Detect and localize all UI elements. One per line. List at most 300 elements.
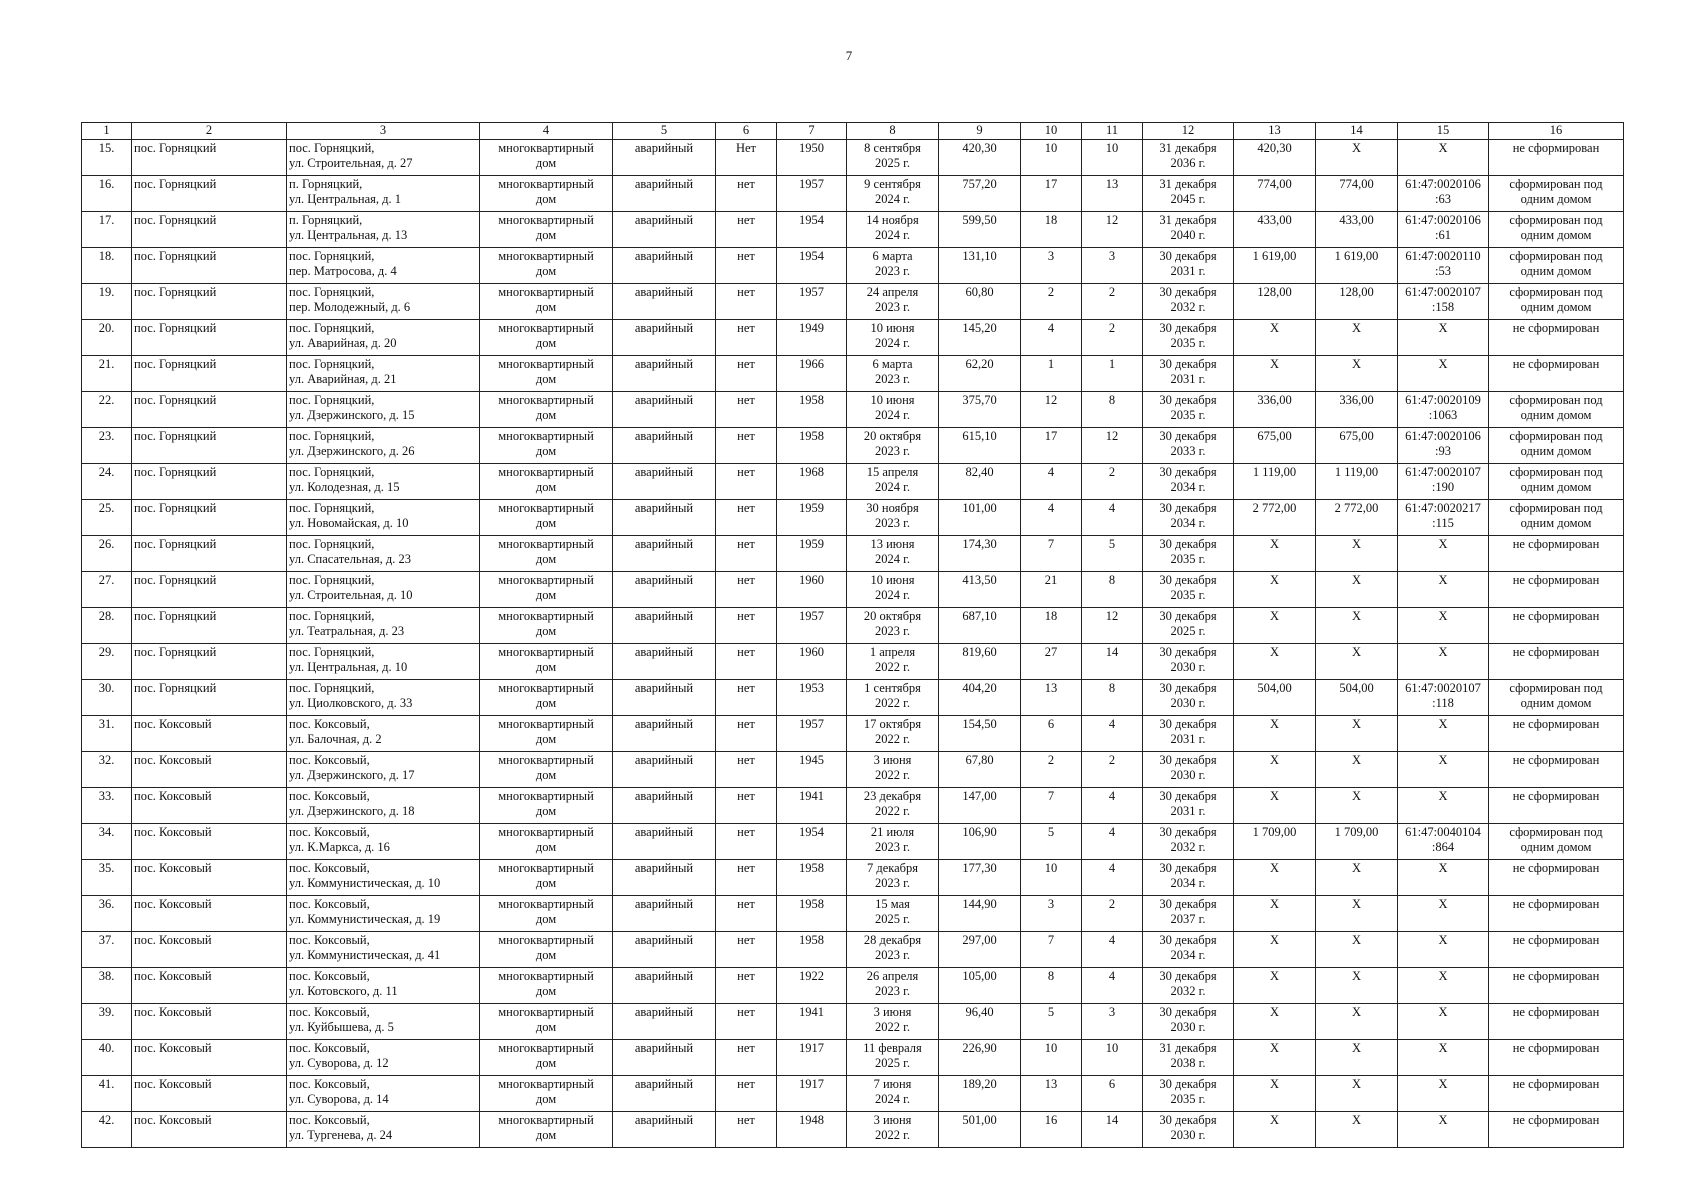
cadastral-cell <box>1398 1040 1489 1076</box>
table-row <box>82 680 1624 716</box>
land-status-cell <box>1489 1040 1624 1076</box>
address-cell-text: пос. Горняцкий, <box>289 609 375 623</box>
condition-cell-text: аварийный <box>634 285 694 299</box>
col13-cell <box>1234 1112 1316 1148</box>
col11-cell-text: 4 <box>1108 969 1116 983</box>
flag-cell-text: нет <box>737 1113 755 1127</box>
col10-cell <box>1021 248 1082 284</box>
row-number-text: 41. <box>98 1077 115 1091</box>
cadastral-cell-text: X <box>1438 717 1448 731</box>
building-type-cell-text: дом <box>535 1020 557 1034</box>
col10-cell <box>1021 176 1082 212</box>
year-cell-text: 1941 <box>799 789 824 803</box>
condition-cell <box>613 1112 716 1148</box>
address-cell-text: ул. Дзержинского, д. 15 <box>289 408 415 422</box>
year-cell <box>777 464 847 500</box>
row-number-text: 27. <box>98 573 115 587</box>
col10-cell <box>1021 932 1082 968</box>
cadastral-cell-text: 61:47:0020107 <box>1405 681 1481 695</box>
flag-cell <box>716 1112 777 1148</box>
recognition-date-cell-text: 24 апреля <box>866 285 919 299</box>
planned-date-cell-text: 2034 г. <box>1170 516 1206 530</box>
planned-date-cell-text: 30 декабря <box>1159 717 1217 731</box>
address-cell-text: ул. Центральная, д. 10 <box>289 660 408 674</box>
area-cell <box>939 752 1021 788</box>
year-cell-text: 1941 <box>799 1005 824 1019</box>
land-status-cell-text: одним домом <box>1520 300 1592 314</box>
col14-cell-text: X <box>1351 933 1362 947</box>
year-cell-text: 1954 <box>799 825 824 839</box>
address-cell <box>287 500 480 536</box>
settlement-cell-text: пос. Горняцкий <box>134 465 217 479</box>
planned-date-cell <box>1143 716 1234 752</box>
planned-date-cell-text: 30 декабря <box>1159 429 1217 443</box>
table-row <box>82 284 1624 320</box>
area-cell <box>939 824 1021 860</box>
settlement-cell <box>132 680 287 716</box>
address-cell <box>287 968 480 1004</box>
area-cell-text: 62,20 <box>965 357 994 371</box>
building-type-cell-text: дом <box>535 480 557 494</box>
cadastral-cell-text: X <box>1438 969 1448 983</box>
settlement-cell <box>132 464 287 500</box>
building-type-cell <box>480 608 613 644</box>
planned-date-cell-text: 2030 г. <box>1170 660 1206 674</box>
recognition-date-cell-text: 2024 г. <box>875 1092 910 1106</box>
row-number <box>82 428 132 464</box>
planned-date-cell <box>1143 896 1234 932</box>
recognition-date-cell <box>847 392 939 428</box>
address-cell-text: пос. Коксовый, <box>289 969 370 983</box>
address-cell-text: ул. Куйбышева, д. 5 <box>289 1020 394 1034</box>
col11-cell <box>1082 500 1143 536</box>
col14-cell-text: 336,00 <box>1339 393 1374 407</box>
year-cell <box>777 824 847 860</box>
building-type-cell <box>480 176 613 212</box>
building-type-cell <box>480 356 613 392</box>
area-cell <box>939 500 1021 536</box>
address-cell-text: ул. К.Маркса, д. 16 <box>289 840 390 854</box>
settlement-cell <box>132 284 287 320</box>
land-status-cell-text: не сформирован <box>1512 321 1600 335</box>
area-cell-text: 144,90 <box>962 897 997 911</box>
land-status-cell-text: не сформирован <box>1512 753 1600 767</box>
flag-cell <box>716 608 777 644</box>
area-cell <box>939 428 1021 464</box>
col10-cell-text: 4 <box>1047 465 1055 479</box>
year-cell-text: 1960 <box>799 645 824 659</box>
col11-cell <box>1082 356 1143 392</box>
cadastral-cell-text: X <box>1438 1005 1448 1019</box>
planned-date-cell <box>1143 1004 1234 1040</box>
address-cell <box>287 572 480 608</box>
table-row <box>82 1112 1624 1148</box>
recognition-date-cell <box>847 968 939 1004</box>
col14-cell-text: X <box>1351 537 1362 551</box>
row-number <box>82 140 132 176</box>
land-status-cell-text: не сформирован <box>1512 573 1600 587</box>
cadastral-cell-text: X <box>1438 357 1448 371</box>
row-number <box>82 500 132 536</box>
planned-date-cell-text: 30 декабря <box>1159 537 1217 551</box>
table-row <box>82 1076 1624 1112</box>
col14-cell-text: X <box>1351 717 1362 731</box>
col11-cell-text: 10 <box>1105 1041 1119 1055</box>
area-cell-text: 599,50 <box>962 213 997 227</box>
condition-cell <box>613 428 716 464</box>
settlement-cell <box>132 428 287 464</box>
year-cell <box>777 284 847 320</box>
condition-cell <box>613 572 716 608</box>
address-cell-text: пос. Горняцкий, <box>289 537 375 551</box>
condition-cell-text: аварийный <box>634 537 694 551</box>
col10-cell-text: 7 <box>1047 537 1055 551</box>
col11-cell <box>1082 788 1143 824</box>
col13-cell-text: X <box>1269 321 1280 335</box>
col10-cell <box>1021 572 1082 608</box>
flag-cell <box>716 788 777 824</box>
row-number-text: 32. <box>98 753 115 767</box>
settlement-cell-text: пос. Коксовый <box>134 1113 212 1127</box>
col13-cell-text: 433,00 <box>1257 213 1292 227</box>
planned-date-cell <box>1143 1112 1234 1148</box>
col11-cell-text: 10 <box>1105 141 1119 155</box>
flag-cell <box>716 212 777 248</box>
address-cell-text: пос. Коксовый, <box>289 1077 370 1091</box>
col11-cell-text: 8 <box>1108 393 1116 407</box>
recognition-date-cell-text: 2022 г. <box>875 660 910 674</box>
cadastral-cell <box>1398 752 1489 788</box>
building-type-cell <box>480 320 613 356</box>
building-type-cell-text: многоквартирный <box>498 501 594 515</box>
col14-cell-text: X <box>1351 969 1362 983</box>
recognition-date-cell-text: 2024 г. <box>875 480 910 494</box>
col13-cell <box>1234 536 1316 572</box>
area-cell <box>939 608 1021 644</box>
cadastral-cell-text: X <box>1438 537 1448 551</box>
settlement-cell-text: пос. Коксовый <box>134 861 212 875</box>
cadastral-cell-text: X <box>1438 645 1448 659</box>
area-cell <box>939 932 1021 968</box>
row-number <box>82 1112 132 1148</box>
col13-cell-text: 2 772,00 <box>1252 501 1297 515</box>
col13-cell <box>1234 572 1316 608</box>
recognition-date-cell <box>847 536 939 572</box>
col10-cell-text: 17 <box>1044 177 1058 191</box>
area-cell <box>939 716 1021 752</box>
land-status-cell <box>1489 572 1624 608</box>
row-number-text: 21. <box>98 357 115 371</box>
col13-cell-text: X <box>1269 537 1280 551</box>
condition-cell <box>613 176 716 212</box>
condition-cell-text: аварийный <box>634 861 694 875</box>
row-number-text: 20. <box>98 321 115 335</box>
column-header: 1 <box>82 123 132 140</box>
planned-date-cell <box>1143 932 1234 968</box>
building-type-cell-text: дом <box>535 984 557 998</box>
area-cell-text: 105,00 <box>962 969 997 983</box>
recognition-date-cell-text: 28 декабря <box>863 933 922 947</box>
area-cell <box>939 644 1021 680</box>
cadastral-cell-text: X <box>1438 1041 1448 1055</box>
col13-cell <box>1234 212 1316 248</box>
flag-cell <box>716 320 777 356</box>
cadastral-cell <box>1398 536 1489 572</box>
building-type-cell <box>480 968 613 1004</box>
row-number-text: 22. <box>98 393 115 407</box>
building-type-cell <box>480 248 613 284</box>
area-cell <box>939 284 1021 320</box>
condition-cell-text: аварийный <box>634 645 694 659</box>
row-number <box>82 752 132 788</box>
col11-cell-text: 14 <box>1105 1113 1119 1127</box>
planned-date-cell-text: 2035 г. <box>1170 408 1206 422</box>
address-cell <box>287 680 480 716</box>
condition-cell <box>613 248 716 284</box>
land-status-cell-text: сформирован под <box>1509 393 1603 407</box>
col13-cell-text: X <box>1269 609 1280 623</box>
building-type-cell <box>480 860 613 896</box>
col13-cell <box>1234 968 1316 1004</box>
land-status-cell <box>1489 932 1624 968</box>
col10-cell-text: 4 <box>1047 501 1055 515</box>
col10-cell <box>1021 1040 1082 1076</box>
area-cell <box>939 1076 1021 1112</box>
col10-cell <box>1021 752 1082 788</box>
recognition-date-cell <box>847 464 939 500</box>
address-cell-text: пос. Горняцкий, <box>289 141 375 155</box>
land-status-cell-text: не сформирован <box>1512 141 1600 155</box>
col10-cell-text: 17 <box>1044 429 1058 443</box>
address-cell <box>287 932 480 968</box>
address-cell <box>287 212 480 248</box>
land-status-cell-text: одним домом <box>1520 228 1592 242</box>
column-header: 6 <box>716 123 777 140</box>
recognition-date-cell <box>847 1112 939 1148</box>
year-cell <box>777 1004 847 1040</box>
col11-cell <box>1082 176 1143 212</box>
col13-cell-text: X <box>1269 969 1280 983</box>
cadastral-cell-text: X <box>1438 753 1448 767</box>
col13-cell-text: X <box>1269 573 1280 587</box>
address-cell-text: пос. Горняцкий, <box>289 429 375 443</box>
cadastral-cell <box>1398 1112 1489 1148</box>
col14-cell <box>1316 140 1398 176</box>
area-cell <box>939 356 1021 392</box>
recognition-date-cell-text: 15 апреля <box>866 465 919 479</box>
address-cell-text: пос. Коксовый, <box>289 717 370 731</box>
address-cell-text: ул. Коммунистическая, д. 10 <box>289 876 441 890</box>
row-number <box>82 536 132 572</box>
building-type-cell-text: дом <box>535 1056 557 1070</box>
col10-cell-text: 21 <box>1044 573 1058 587</box>
flag-cell <box>716 1076 777 1112</box>
land-status-cell-text: одним домом <box>1520 192 1592 206</box>
planned-date-cell-text: 2030 г. <box>1170 1020 1206 1034</box>
building-type-cell-text: дом <box>535 300 557 314</box>
building-type-cell-text: многоквартирный <box>498 897 594 911</box>
settlement-cell <box>132 536 287 572</box>
planned-date-cell <box>1143 860 1234 896</box>
recognition-date-cell-text: 2023 г. <box>875 444 910 458</box>
col10-cell-text: 3 <box>1047 249 1055 263</box>
condition-cell <box>613 896 716 932</box>
year-cell-text: 1958 <box>799 897 824 911</box>
col13-cell-text: X <box>1269 897 1280 911</box>
row-number <box>82 572 132 608</box>
col10-cell <box>1021 428 1082 464</box>
recognition-date-cell <box>847 896 939 932</box>
planned-date-cell-text: 2034 г. <box>1170 876 1206 890</box>
flag-cell-text: нет <box>737 177 755 191</box>
col10-cell-text: 13 <box>1044 681 1058 695</box>
flag-cell-text: нет <box>737 753 755 767</box>
settlement-cell <box>132 140 287 176</box>
table-row <box>82 572 1624 608</box>
recognition-date-cell-text: 2022 г. <box>875 696 910 710</box>
settlement-cell <box>132 860 287 896</box>
recognition-date-cell <box>847 248 939 284</box>
column-header: 2 <box>132 123 287 140</box>
area-cell-text: 174,30 <box>962 537 997 551</box>
cadastral-cell <box>1398 644 1489 680</box>
cadastral-cell <box>1398 788 1489 824</box>
planned-date-cell-text: 30 декабря <box>1159 681 1217 695</box>
flag-cell-text: нет <box>737 249 755 263</box>
address-cell-text: ул. Суворова, д. 14 <box>289 1092 389 1106</box>
settlement-cell-text: пос. Коксовый <box>134 1077 212 1091</box>
building-type-cell-text: многоквартирный <box>498 789 594 803</box>
settlement-cell-text: пос. Коксовый <box>134 789 212 803</box>
planned-date-cell-text: 30 декабря <box>1159 357 1217 371</box>
col14-cell <box>1316 968 1398 1004</box>
year-cell-text: 1954 <box>799 249 824 263</box>
area-cell-text: 177,30 <box>962 861 997 875</box>
col11-cell <box>1082 1112 1143 1148</box>
col13-cell-text: X <box>1269 1113 1280 1127</box>
address-cell-text: пос. Коксовый, <box>289 1005 370 1019</box>
year-cell <box>777 1076 847 1112</box>
flag-cell <box>716 392 777 428</box>
year-cell <box>777 1040 847 1076</box>
condition-cell-text: аварийный <box>634 429 694 443</box>
address-cell-text: пос. Горняцкий, <box>289 249 375 263</box>
planned-date-cell-text: 30 декабря <box>1159 285 1217 299</box>
table-row <box>82 536 1624 572</box>
cadastral-cell-text: :53 <box>1435 264 1451 278</box>
col11-cell-text: 2 <box>1108 897 1116 911</box>
planned-date-cell-text: 2031 г. <box>1170 264 1206 278</box>
area-cell <box>939 320 1021 356</box>
year-cell <box>777 644 847 680</box>
planned-date-cell-text: 2032 г. <box>1170 300 1206 314</box>
area-cell-text: 420,30 <box>962 141 997 155</box>
cadastral-cell-text: X <box>1438 141 1448 155</box>
address-cell <box>287 788 480 824</box>
condition-cell <box>613 608 716 644</box>
settlement-cell <box>132 392 287 428</box>
building-type-cell <box>480 680 613 716</box>
settlement-cell-text: пос. Горняцкий <box>134 573 217 587</box>
condition-cell <box>613 212 716 248</box>
condition-cell-text: аварийный <box>634 357 694 371</box>
building-type-cell <box>480 932 613 968</box>
settlement-cell <box>132 572 287 608</box>
col10-cell <box>1021 680 1082 716</box>
land-status-cell-text: одним домом <box>1520 408 1592 422</box>
address-cell-text: ул. Коммунистическая, д. 19 <box>289 912 441 926</box>
planned-date-cell-text: 2036 г. <box>1170 156 1206 170</box>
recognition-date-cell-text: 2022 г. <box>875 1128 910 1142</box>
cadastral-cell-text: 61:47:0020106 <box>1405 177 1481 191</box>
year-cell <box>777 752 847 788</box>
column-header: 13 <box>1234 123 1316 140</box>
condition-cell <box>613 140 716 176</box>
row-number-text: 28. <box>98 609 115 623</box>
condition-cell-text: аварийный <box>634 573 694 587</box>
building-type-cell-text: многоквартирный <box>498 465 594 479</box>
column-header: 14 <box>1316 123 1398 140</box>
col13-cell-text: X <box>1269 789 1280 803</box>
area-cell <box>939 392 1021 428</box>
year-cell-text: 1959 <box>799 501 824 515</box>
area-cell <box>939 140 1021 176</box>
col13-cell <box>1234 788 1316 824</box>
row-number-text: 18. <box>98 249 115 263</box>
col13-cell-text: X <box>1269 357 1280 371</box>
condition-cell <box>613 356 716 392</box>
flag-cell <box>716 176 777 212</box>
table-row <box>82 212 1624 248</box>
col14-cell <box>1316 1040 1398 1076</box>
land-status-cell-text: сформирован под <box>1509 681 1603 695</box>
recognition-date-cell-text: 2024 г. <box>875 588 910 602</box>
recognition-date-cell-text: 2025 г. <box>875 912 910 926</box>
settlement-cell <box>132 1004 287 1040</box>
col11-cell <box>1082 572 1143 608</box>
flag-cell-text: нет <box>737 1041 755 1055</box>
table-row <box>82 788 1624 824</box>
recognition-date-cell <box>847 608 939 644</box>
cadastral-cell <box>1398 716 1489 752</box>
planned-date-cell <box>1143 752 1234 788</box>
row-number <box>82 644 132 680</box>
recognition-date-cell-text: 3 июня <box>873 1113 912 1127</box>
address-cell-text: пос. Коксовый, <box>289 897 370 911</box>
address-cell-text: пос. Коксовый, <box>289 789 370 803</box>
recognition-date-cell <box>847 500 939 536</box>
planned-date-cell-text: 31 декабря <box>1159 1041 1217 1055</box>
row-number-text: 25. <box>98 501 115 515</box>
row-number-text: 39. <box>98 1005 115 1019</box>
area-cell <box>939 248 1021 284</box>
table-body <box>82 140 1624 1148</box>
col11-cell-text: 13 <box>1105 177 1119 191</box>
land-status-cell <box>1489 1076 1624 1112</box>
col13-cell <box>1234 680 1316 716</box>
address-cell-text: ул. Циолковского, д. 33 <box>289 696 413 710</box>
cadastral-cell <box>1398 1004 1489 1040</box>
planned-date-cell-text: 2032 г. <box>1170 840 1206 854</box>
land-status-cell <box>1489 356 1624 392</box>
address-cell-text: ул. Аварийная, д. 20 <box>289 336 397 350</box>
recognition-date-cell-text: 2024 г. <box>875 192 910 206</box>
cadastral-cell <box>1398 932 1489 968</box>
year-cell-text: 1917 <box>799 1077 824 1091</box>
year-cell <box>777 536 847 572</box>
recognition-date-cell-text: 2025 г. <box>875 156 910 170</box>
building-type-cell <box>480 284 613 320</box>
